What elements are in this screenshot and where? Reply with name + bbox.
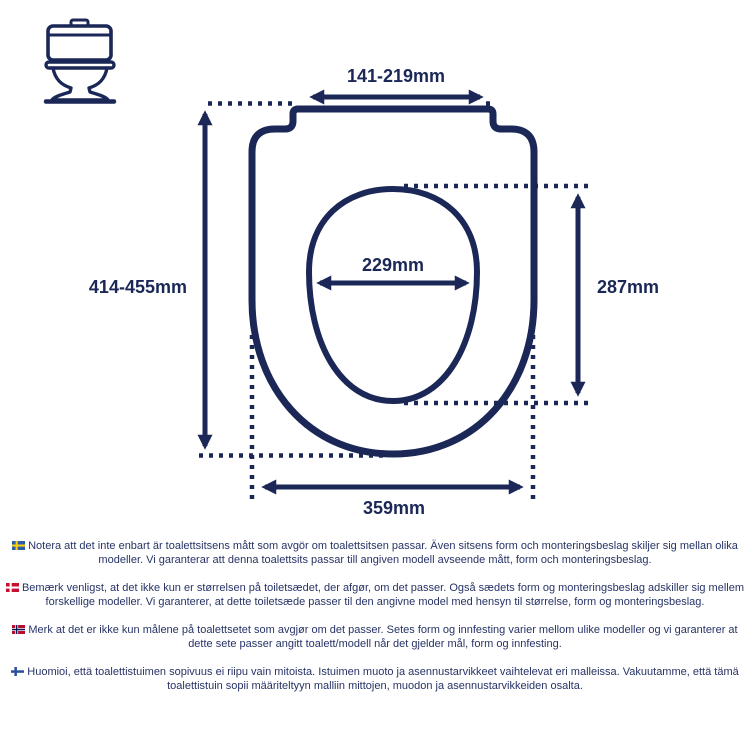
- finland-flag-icon: [11, 667, 24, 676]
- denmark-flag-icon: [6, 583, 19, 592]
- label-seat-length: 414-455mm: [88, 277, 187, 297]
- label-inner-length: 287mm: [597, 277, 660, 297]
- note-text-norwegian: Merk at det er ikke kun målene på toalettsetet som avgjør om det passer. Setes form og innfesting varier mellom ulike modeller og vi garanterer at dette sete passer angitt toalett/modell når det gjelder mål, form og innfesting.: [28, 623, 738, 650]
- label-hinge-width: 141-219mm: [346, 66, 446, 86]
- note-danish: [4, 582, 746, 610]
- note-norwegian: [4, 624, 746, 652]
- note-swedish: [4, 540, 746, 568]
- fit-notes: [0, 540, 750, 708]
- label-inner-width: 229mm: [361, 255, 425, 275]
- seat-inner-hole: [309, 189, 477, 401]
- note-text-danish: Bemærk venligst, at det ikke kun er størrelsen på toiletsædet, der afgør, om det passer. Også sædets form og monteringsbeslag adskiller sig mellem forskellige modeller. Vi garanterer, at dette toiletsæde passer til den angivne model med hensyn til størrelse, form og monteringsbeslag.: [21, 581, 745, 608]
- sweden-flag-icon: [12, 541, 25, 550]
- dimension-arrows: [205, 97, 578, 487]
- note-finnish: [4, 666, 746, 694]
- note-text-swedish: Notera att det inte enbart är toalettsitsens mått som avgör om toalettsitsen passar. Även sitsens form och monteringsbeslag skiljer sig mellan olika modeller. Vi garanterar att denna toalettsits passar till angiven modell avseende mått, form och monteringsbeslag.: [28, 540, 738, 566]
- norway-flag-icon: [12, 625, 25, 634]
- note-text-finnish: Huomioi, että toalettistuimen sopivuus ei riipu vain mitoista. Istuimen muoto ja asennustarvikkeet vaihtelevat eri malleissa. Vakuutamme, että tämä toalettistuin sopii määriteltyyn malliin mittojen, muodon ja asennustarvikkeiden osalta.: [27, 665, 739, 692]
- label-seat-width: 359mm: [362, 498, 426, 518]
